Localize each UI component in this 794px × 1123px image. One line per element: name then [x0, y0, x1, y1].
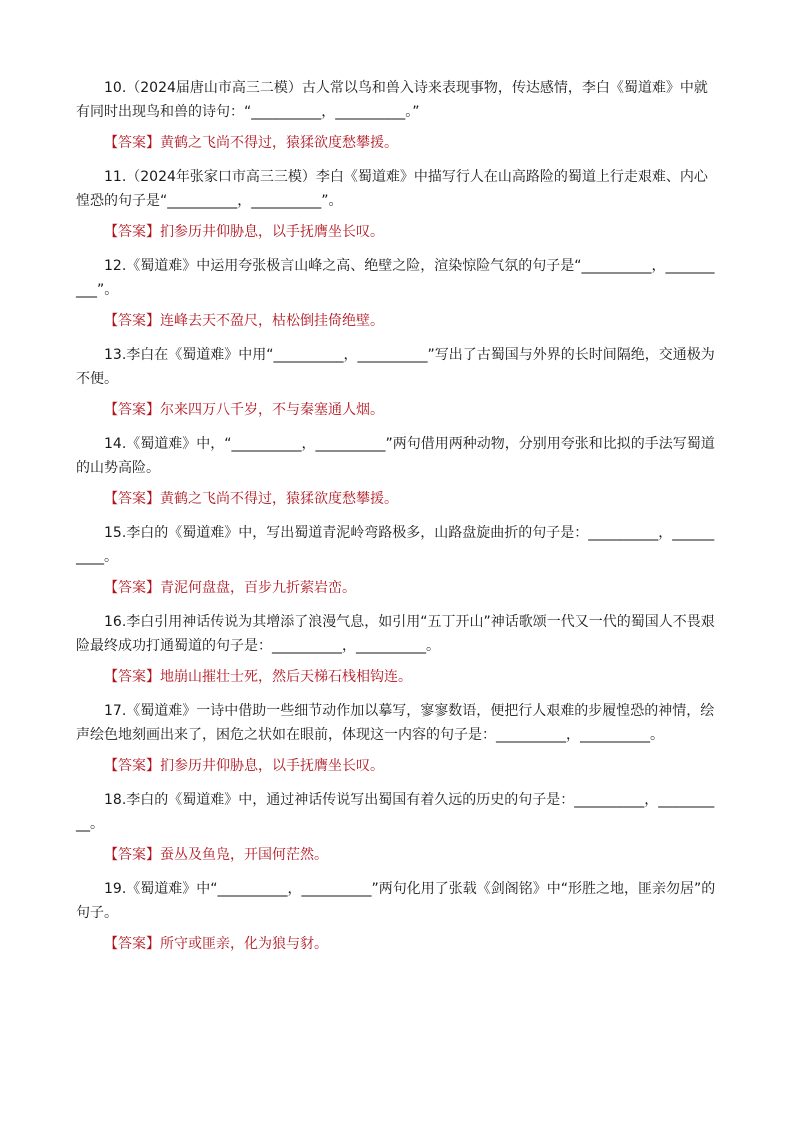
answer-17: [76, 755, 718, 777]
answer-18: [76, 844, 718, 866]
answer-13: [76, 399, 718, 421]
answer-19: [76, 933, 718, 955]
answer-16: [76, 666, 718, 688]
answer-15: [76, 577, 718, 599]
question-14: 14.《蜀道难》中，“__________，__________”两句借用两种动物，分别用夸张和比拟的手法写蜀道的山势高险。: [76, 436, 715, 476]
answer-text: 所守或匪亲，化为狼与豺。: [160, 936, 328, 952]
question-15: 15.李白的《蜀道难》中，写出蜀道青泥岭弯路极多，山路盘旋曲折的句子是：__________，__________。: [76, 525, 715, 565]
answer-tag: 【答案】: [104, 135, 160, 151]
question-17: 17.《蜀道难》一诗中借助一些细节动作加以摹写，寥寥数语，便把行人艰难的步履惶恐的神情，绘声绘色地刻画出来了，困危之状如在眼前，体现这一内容的句子是：__________，__________。: [76, 703, 715, 743]
question-13: 13.李白在《蜀道难》中用“__________，__________”写出了古蜀国与外界的长时间隔绝，交通极为不便。: [76, 347, 715, 387]
answer-text: 扪参历井仰胁息，以手抚膺坐长叹。: [160, 758, 384, 774]
answer-text: 地崩山摧壮士死，然后天梯石栈相钩连。: [160, 669, 412, 685]
answer-tag: 【答案】: [104, 847, 160, 863]
answer-text: 黄鹤之飞尚不得过，猿猱欲度愁攀援。: [160, 491, 398, 507]
answer-tag: 【答案】: [104, 936, 160, 952]
question-12: 12.《蜀道难》中运用夸张极言山峰之高、绝壁之险，渲染惊险气氛的句子是“__________，__________”。: [76, 258, 715, 298]
question-10: 10.（2024届唐山市高三二模）古人常以鸟和兽入诗来表现事物，传达感情，李白《蜀道难》中就有同时出现鸟和兽的诗句：“__________，__________。”: [76, 80, 708, 120]
answer-11: [76, 221, 718, 243]
question-19: 19.《蜀道难》中“__________，__________”两句化用了张载《剑阁铭》中“形胜之地，匪亲勿居”的句子。: [76, 881, 716, 921]
question-18: 18.李白的《蜀道难》中，通过神话传说写出蜀国有着久远的历史的句子是：__________，__________。: [76, 792, 715, 832]
answer-text: 黄鹤之飞尚不得过，猿猱欲度愁攀援。: [160, 135, 398, 151]
answer-tag: 【答案】: [104, 313, 160, 329]
answer-text: 连峰去天不盈尺，枯松倒挂倚绝壁。: [160, 313, 384, 329]
answer-tag: 【答案】: [104, 402, 160, 418]
answer-tag: 【答案】: [104, 758, 160, 774]
answer-text: 尔来四万八千岁，不与秦塞通人烟。: [160, 402, 384, 418]
answer-10: [76, 132, 718, 154]
answer-text: 蚕丛及鱼凫，开国何茫然。: [160, 847, 328, 863]
question-11: 11.（2024年张家口市高三三模）李白《蜀道难》中描写行人在山高路险的蜀道上行走艰难、内心惶恐的句子是“__________，__________”。: [76, 169, 708, 209]
answer-14: [76, 488, 718, 510]
answer-12: [76, 310, 718, 332]
answer-text: 青泥何盘盘，百步九折萦岩峦。: [160, 580, 356, 596]
answer-text: 扪参历井仰胁息，以手抚膺坐长叹。: [160, 224, 384, 240]
answer-tag: 【答案】: [104, 580, 160, 596]
answer-tag: 【答案】: [104, 669, 160, 685]
question-16: 16.李白引用神话传说为其增添了浪漫气息，如引用“五丁开山”神话歌颂一代又一代的蜀国人不畏艰险最终成功打通蜀道的句子是：__________，__________。: [76, 614, 715, 654]
answer-tag: 【答案】: [104, 224, 160, 240]
answer-tag: 【答案】: [104, 491, 160, 507]
